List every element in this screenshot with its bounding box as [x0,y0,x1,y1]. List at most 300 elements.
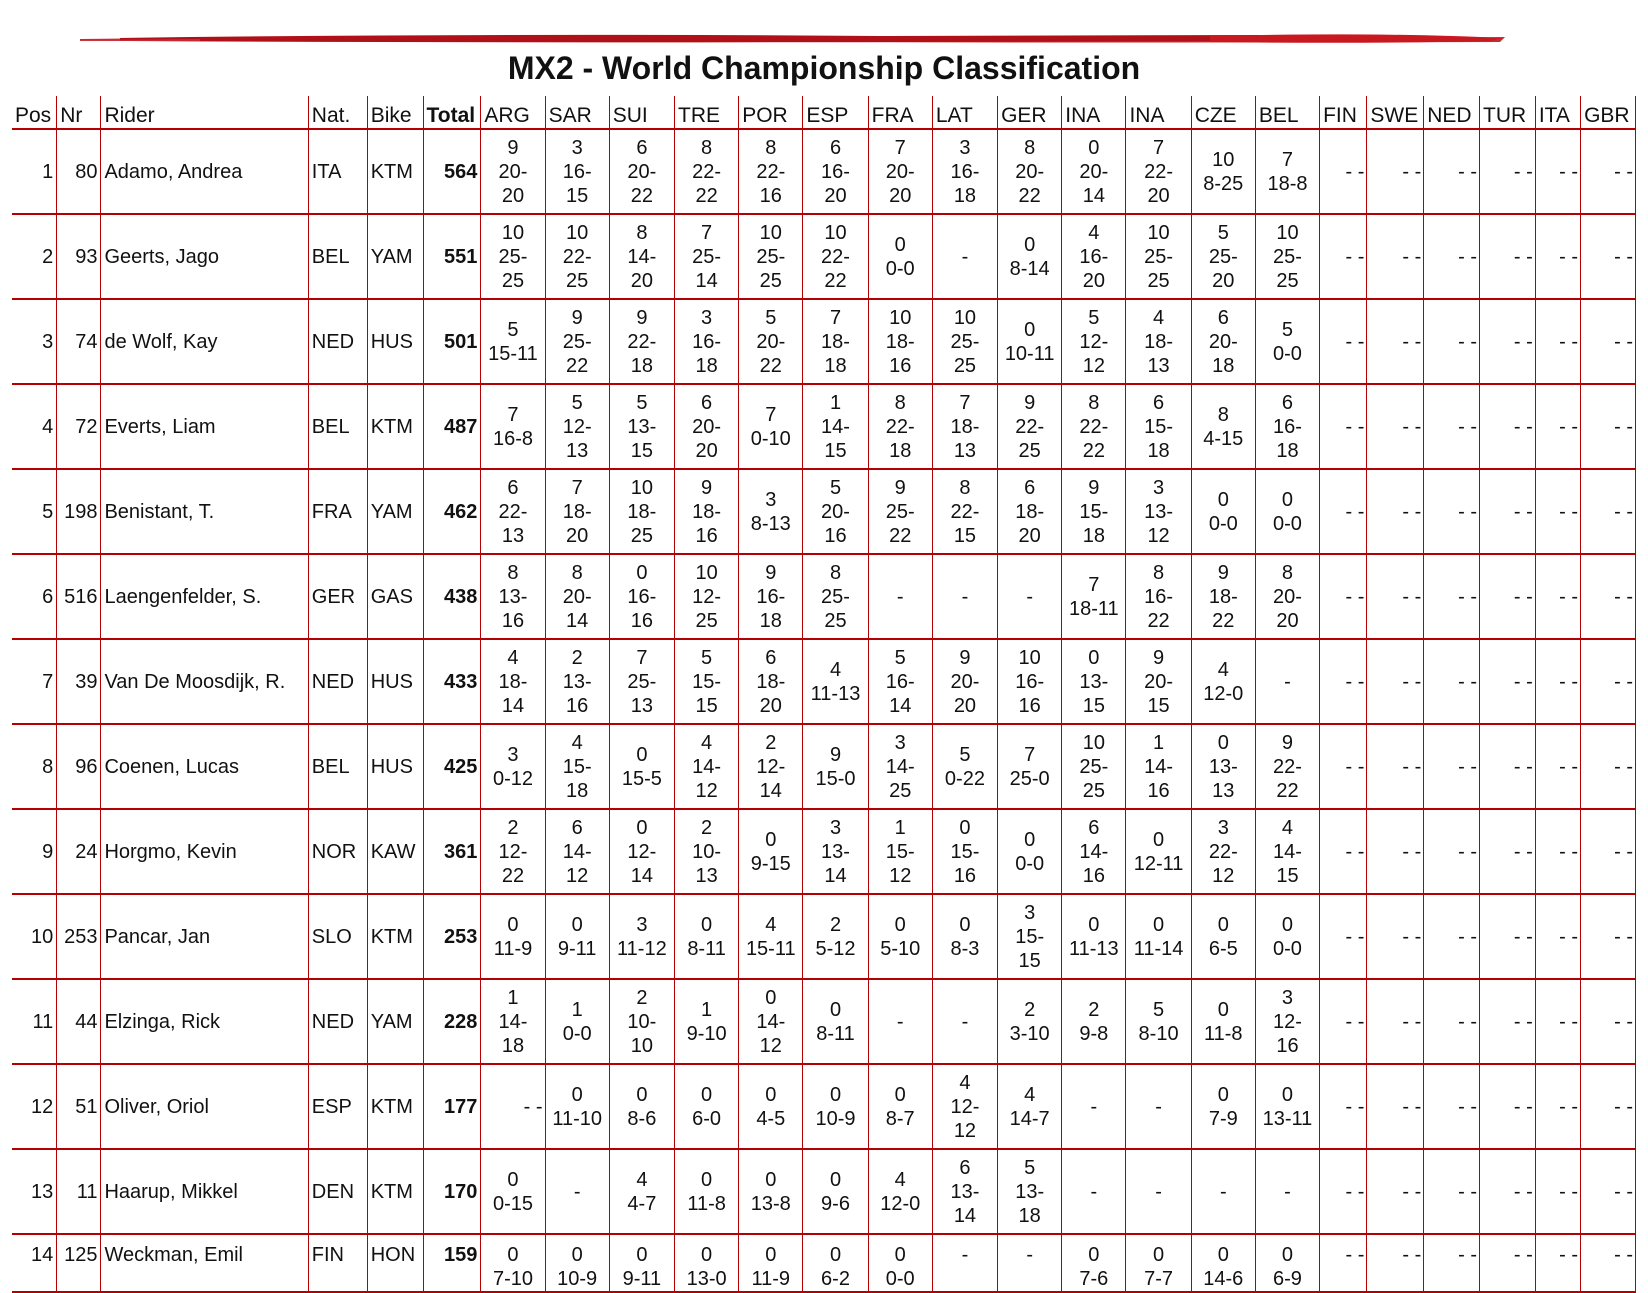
total-points-cell: 159 [424,1235,482,1293]
race-result-cell: - - [1581,215,1636,300]
nationality-cell: SLO [309,895,368,980]
race-result-cell: - [1256,640,1320,725]
total-points-cell: 564 [424,130,482,215]
column-header-rider-2: Rider [101,96,308,130]
race-result-cell: - - [1320,980,1367,1065]
bike-cell: YAM [368,470,424,555]
race-result-cell: 6 14- 16 [1062,810,1126,895]
race-result-cell: - - [1536,1065,1581,1150]
race-result-cell: 6 16- 18 [1256,385,1320,470]
nationality-cell: ESP [309,1065,368,1150]
race-result-cell: - - [1320,385,1367,470]
race-result-cell: 9 15- 18 [1062,470,1126,555]
race-result-cell: 9 18- 16 [675,470,739,555]
rider-number-cell: 51 [57,1065,101,1150]
race-result-cell: - - [1480,895,1536,980]
nationality-cell: DEN [309,1150,368,1235]
position-cell: 12 [12,1065,57,1150]
race-result-cell: 10 16- 16 [998,640,1062,725]
nationality-cell: ITA [309,130,368,215]
race-result-cell: 5 12- 13 [546,385,610,470]
race-result-cell: - - [481,1065,545,1150]
race-result-cell: - - [1581,725,1636,810]
race-result-cell: 0 20- 14 [1062,130,1126,215]
position-cell: 3 [12,300,57,385]
race-result-cell: 8 13- 16 [481,555,545,640]
race-result-cell: 2 10- 13 [675,810,739,895]
table-row [12,810,1636,895]
rider-number-cell: 80 [57,130,101,215]
race-result-cell: 0 12-11 [1126,810,1191,895]
race-result-cell: 0 5-10 [869,895,933,980]
bike-cell: KTM [368,385,424,470]
race-result-cell: 4 12- 12 [933,1065,998,1150]
column-header-ina-15: INA [1062,96,1126,130]
column-header-total-5: Total [424,96,482,130]
race-result-cell: 0 8-3 [933,895,998,980]
rider-name-cell: Geerts, Jago [101,215,308,300]
race-result-cell: - - [1536,640,1581,725]
race-result-cell: 4 11-13 [803,640,868,725]
race-result-cell: - - [1320,130,1367,215]
table-row [12,640,1636,725]
column-header-nr-1: Nr [57,96,101,130]
race-result-cell: 3 16- 18 [933,130,998,215]
race-result-cell: - - [1581,640,1636,725]
race-result-cell: - - [1424,300,1480,385]
race-result-cell: 3 0-12 [481,725,545,810]
race-result-cell: - [933,555,998,640]
race-result-cell: 0 9-6 [803,1150,868,1235]
table-row [12,1150,1636,1235]
rider-number-cell: 93 [57,215,101,300]
race-result-cell: 10 25- 25 [1126,215,1191,300]
column-header-fin-19: FIN [1320,96,1367,130]
rider-name-cell: Horgmo, Kevin [101,810,308,895]
table-row [12,470,1636,555]
race-result-cell: 3 15- 15 [998,895,1062,980]
race-result-cell: - [933,215,998,300]
rider-name-cell: Weckman, Emil [101,1235,308,1293]
race-result-cell: 0 13-0 [675,1235,739,1293]
race-result-cell: - - [1424,640,1480,725]
total-points-cell: 487 [424,385,482,470]
position-cell: 4 [12,385,57,470]
race-result-cell: 2 10- 10 [610,980,675,1065]
table-row [12,385,1636,470]
race-result-cell: - - [1536,980,1581,1065]
race-result-cell: 5 25- 20 [1192,215,1256,300]
race-result-cell: - - [1581,1150,1636,1235]
rider-number-cell: 125 [57,1235,101,1293]
rider-number-cell: 72 [57,385,101,470]
race-result-cell: 8 22- 18 [869,385,933,470]
total-points-cell: 433 [424,640,482,725]
race-result-cell: - - [1320,810,1367,895]
table-row [12,555,1636,640]
race-result-cell: - - [1320,215,1367,300]
race-result-cell: 6 20- 18 [1192,300,1256,385]
race-result-cell: 1 15- 12 [869,810,933,895]
race-result-cell: 0 8-6 [610,1065,675,1150]
column-header-sui-8: SUI [610,96,675,130]
total-points-cell: 551 [424,215,482,300]
total-points-cell: 462 [424,470,482,555]
race-result-cell: 1 14- 15 [803,385,868,470]
race-result-cell: - - [1536,895,1581,980]
race-result-cell: - - [1581,810,1636,895]
rider-name-cell: Adamo, Andrea [101,130,308,215]
race-result-cell: - - [1581,895,1636,980]
race-result-cell: - [1192,1150,1256,1235]
race-result-cell: - - [1367,470,1424,555]
race-result-cell: 1 14- 18 [481,980,545,1065]
race-result-cell: 0 13- 15 [1062,640,1126,725]
nationality-cell: NOR [309,810,368,895]
race-result-cell: 0 0-0 [998,810,1062,895]
bike-cell: GAS [368,555,424,640]
rider-name-cell: Pancar, Jan [101,895,308,980]
race-result-cell: 7 18-11 [1062,555,1126,640]
race-result-cell: 0 10-9 [546,1235,610,1293]
race-result-cell: 8 14- 20 [610,215,675,300]
rider-name-cell: Benistant, T. [101,470,308,555]
bike-cell: KTM [368,895,424,980]
race-result-cell: 6 14- 12 [546,810,610,895]
race-result-cell: 9 25- 22 [869,470,933,555]
race-result-cell: 9 20- 15 [1126,640,1191,725]
race-result-cell: 5 13- 18 [998,1150,1062,1235]
race-result-cell: - - [1424,385,1480,470]
race-result-cell: 8 20- 14 [546,555,610,640]
race-result-cell: 0 6-0 [675,1065,739,1150]
column-header-cze-17: CZE [1192,96,1256,130]
rider-number-cell: 96 [57,725,101,810]
nationality-cell: NED [309,300,368,385]
race-result-cell: - - [1424,555,1480,640]
column-header-esp-11: ESP [803,96,868,130]
race-result-cell: 8 22- 22 [1062,385,1126,470]
race-result-cell: 0 6-2 [803,1235,868,1293]
column-header-bel-18: BEL [1256,96,1320,130]
race-result-cell: - - [1367,300,1424,385]
race-result-cell: - - [1320,300,1367,385]
race-result-cell: 2 12- 14 [739,725,803,810]
race-result-cell: 3 11-12 [610,895,675,980]
table-row [12,980,1636,1065]
race-result-cell: - - [1581,1065,1636,1150]
race-result-cell: 7 25- 14 [675,215,739,300]
race-result-cell: 0 11-9 [739,1235,803,1293]
race-result-cell: 5 0-0 [1256,300,1320,385]
race-result-cell: - - [1581,980,1636,1065]
race-result-cell: - - [1367,1065,1424,1150]
race-result-cell: - [1062,1150,1126,1235]
race-result-cell: 7 18- 18 [803,300,868,385]
race-result-cell: - - [1424,470,1480,555]
race-result-cell: 10 12- 25 [675,555,739,640]
nationality-cell: NED [309,980,368,1065]
column-header-tur-22: TUR [1480,96,1536,130]
race-result-cell: - - [1424,215,1480,300]
column-header-lat-13: LAT [933,96,998,130]
race-result-cell: 8 20- 22 [998,130,1062,215]
race-result-cell: 9 20- 20 [481,130,545,215]
column-header-arg-6: ARG [481,96,545,130]
race-result-cell: 6 18- 20 [739,640,803,725]
rider-name-cell: Haarup, Mikkel [101,1150,308,1235]
race-result-cell: 0 0-0 [1192,470,1256,555]
race-result-cell: 5 15- 15 [675,640,739,725]
classification-table [12,96,1636,1293]
race-result-cell: - - [1480,300,1536,385]
race-result-cell: 9 22- 18 [610,300,675,385]
total-points-cell: 501 [424,300,482,385]
race-result-cell: 0 0-0 [1256,895,1320,980]
race-result-cell: 0 9-15 [739,810,803,895]
race-result-cell: 8 20- 20 [1256,555,1320,640]
race-result-cell: 5 13- 15 [610,385,675,470]
race-result-cell: 0 9-11 [546,895,610,980]
race-result-cell: 10 8-25 [1192,130,1256,215]
race-result-cell: - - [1581,470,1636,555]
table-row [12,1235,1636,1293]
race-result-cell: - - [1480,470,1536,555]
race-result-cell: 0 11-8 [675,1150,739,1235]
position-cell: 5 [12,470,57,555]
column-header-sar-7: SAR [546,96,610,130]
race-result-cell: 8 22- 22 [675,130,739,215]
race-result-cell: 3 12- 16 [1256,980,1320,1065]
race-result-cell: 0 15-5 [610,725,675,810]
nationality-cell: FIN [309,1235,368,1293]
total-points-cell: 438 [424,555,482,640]
race-result-cell: 7 18- 13 [933,385,998,470]
race-result-cell: 4 4-7 [610,1150,675,1235]
race-result-cell: 1 14- 16 [1126,725,1191,810]
race-result-cell: - [1062,1065,1126,1150]
race-result-cell: - [869,980,933,1065]
race-result-cell: 0 8-14 [998,215,1062,300]
bike-cell: KTM [368,1065,424,1150]
race-result-cell: 9 18- 22 [1192,555,1256,640]
race-result-cell: 10 25- 25 [739,215,803,300]
race-result-cell: 7 25- 13 [610,640,675,725]
race-result-cell: 3 22- 12 [1192,810,1256,895]
race-result-cell: - - [1320,640,1367,725]
race-result-cell: 0 0-0 [869,215,933,300]
rider-number-cell: 516 [57,555,101,640]
bike-cell: HON [368,1235,424,1293]
race-result-cell: 8 22- 15 [933,470,998,555]
race-result-cell: 4 14- 15 [1256,810,1320,895]
race-result-cell: - - [1536,1235,1581,1293]
race-result-cell: 8 4-15 [1192,385,1256,470]
position-cell: 11 [12,980,57,1065]
column-header-nat-3: Nat. [309,96,368,130]
race-result-cell: 9 25- 22 [546,300,610,385]
race-result-cell: - - [1536,215,1581,300]
race-result-cell: - - [1581,1235,1636,1293]
race-result-cell: - - [1424,810,1480,895]
nationality-cell: FRA [309,470,368,555]
bike-cell: KTM [368,1150,424,1235]
rider-name-cell: Coenen, Lucas [101,725,308,810]
race-result-cell: - - [1367,385,1424,470]
page-title: MX2 - World Championship Classification [507,50,1141,86]
race-result-cell: - [546,1150,610,1235]
race-result-cell: 0 7-6 [1062,1235,1126,1293]
total-points-cell: 361 [424,810,482,895]
race-result-cell: 4 12-0 [1192,640,1256,725]
race-result-cell: - - [1536,300,1581,385]
position-cell: 8 [12,725,57,810]
race-result-cell: - - [1480,555,1536,640]
nationality-cell: BEL [309,725,368,810]
position-cell: 2 [12,215,57,300]
race-result-cell: 0 11-9 [481,895,545,980]
race-result-cell: 0 8-11 [803,980,868,1065]
race-result-cell: 0 11-8 [1192,980,1256,1065]
race-result-cell: 5 16- 14 [869,640,933,725]
race-result-cell: 9 20- 20 [933,640,998,725]
total-points-cell: 253 [424,895,482,980]
race-result-cell: - - [1581,300,1636,385]
rider-number-cell: 74 [57,300,101,385]
race-result-cell: - - [1424,725,1480,810]
race-result-cell: 0 8-11 [675,895,739,980]
bike-cell: YAM [368,980,424,1065]
race-result-cell: 0 7-7 [1126,1235,1191,1293]
race-result-cell: - - [1367,1235,1424,1293]
race-result-cell: - - [1536,385,1581,470]
column-header-ita-23: ITA [1536,96,1581,130]
race-result-cell: 0 16- 16 [610,555,675,640]
nationality-cell: GER [309,555,368,640]
race-result-cell: 0 13-11 [1256,1065,1320,1150]
race-result-cell: - - [1424,1065,1480,1150]
race-result-cell: - - [1480,980,1536,1065]
table-row [12,1065,1636,1150]
race-result-cell: - [933,980,998,1065]
race-result-cell: - - [1581,555,1636,640]
race-result-cell: - - [1367,640,1424,725]
race-result-cell: - - [1320,470,1367,555]
rider-name-cell: de Wolf, Kay [101,300,308,385]
race-result-cell: - - [1367,130,1424,215]
race-result-cell: - - [1536,470,1581,555]
position-cell: 10 [12,895,57,980]
position-cell: 13 [12,1150,57,1235]
race-result-cell: - - [1581,130,1636,215]
table-row [12,300,1636,385]
race-result-cell: 9 15-0 [803,725,868,810]
position-cell: 7 [12,640,57,725]
race-result-cell: - - [1367,215,1424,300]
race-result-cell: 6 13- 14 [933,1150,998,1235]
bike-cell: HUS [368,640,424,725]
race-result-cell: - - [1536,130,1581,215]
race-result-cell: 7 22- 20 [1126,130,1191,215]
race-result-cell: 3 13- 14 [803,810,868,895]
position-cell: 9 [12,810,57,895]
rider-name-cell: Elzinga, Rick [101,980,308,1065]
race-result-cell: 4 18- 13 [1126,300,1191,385]
race-result-cell: 3 16- 15 [546,130,610,215]
race-result-cell: - - [1320,1065,1367,1150]
race-result-cell: - [998,555,1062,640]
bike-cell: YAM [368,215,424,300]
race-result-cell: - - [1424,895,1480,980]
race-result-cell: 9 22- 22 [1256,725,1320,810]
race-result-cell: - - [1367,895,1424,980]
race-result-cell: 9 16- 18 [739,555,803,640]
header-row [12,96,1636,130]
race-result-cell: 10 18- 16 [869,300,933,385]
race-result-cell: 6 22- 13 [481,470,545,555]
race-result-cell: 7 20- 20 [869,130,933,215]
race-result-cell: - - [1480,1150,1536,1235]
rider-name-cell: Laengenfelder, S. [101,555,308,640]
race-result-cell: 2 5-12 [803,895,868,980]
race-result-cell: - - [1424,1235,1480,1293]
race-result-cell: 2 12- 22 [481,810,545,895]
column-header-fra-12: FRA [869,96,933,130]
race-result-cell: 8 25- 25 [803,555,868,640]
race-result-cell: 2 3-10 [998,980,1062,1065]
race-result-cell: 5 20- 16 [803,470,868,555]
brush-stroke-banner [80,30,1505,50]
rider-number-cell: 11 [57,1150,101,1235]
bike-cell: KAW [368,810,424,895]
total-points-cell: 170 [424,1150,482,1235]
race-result-cell: - - [1581,385,1636,470]
race-result-cell: 0 6-9 [1256,1235,1320,1293]
race-result-cell: 7 18-8 [1256,130,1320,215]
race-result-cell: 6 16- 20 [803,130,868,215]
column-header-ger-14: GER [998,96,1062,130]
race-result-cell: 6 18- 20 [998,470,1062,555]
rider-name-cell: Van De Moosdijk, R. [101,640,308,725]
race-result-cell: 1 0-0 [546,980,610,1065]
race-result-cell: 5 15-11 [481,300,545,385]
race-result-cell: 7 16-8 [481,385,545,470]
race-result-cell: 8 22- 16 [739,130,803,215]
rider-number-cell: 39 [57,640,101,725]
race-result-cell: - [1126,1150,1191,1235]
total-points-cell: 228 [424,980,482,1065]
race-result-cell: - [869,555,933,640]
race-result-cell: 0 12- 14 [610,810,675,895]
race-result-cell: 6 20- 22 [610,130,675,215]
race-result-cell: 4 18- 14 [481,640,545,725]
race-result-cell: 0 6-5 [1192,895,1256,980]
total-points-cell: 177 [424,1065,482,1150]
race-result-cell: 0 11-13 [1062,895,1126,980]
nationality-cell: NED [309,640,368,725]
race-result-cell: - - [1480,810,1536,895]
race-result-cell: 0 0-0 [1256,470,1320,555]
bike-cell: HUS [368,725,424,810]
race-result-cell: - - [1320,725,1367,810]
race-result-cell: 4 15-11 [739,895,803,980]
race-result-cell: 10 25- 25 [481,215,545,300]
race-result-cell: - - [1424,130,1480,215]
race-result-cell: 4 12-0 [869,1150,933,1235]
race-result-cell: 10 22- 25 [546,215,610,300]
race-result-cell: 5 12- 12 [1062,300,1126,385]
race-result-cell: 10 25- 25 [933,300,998,385]
